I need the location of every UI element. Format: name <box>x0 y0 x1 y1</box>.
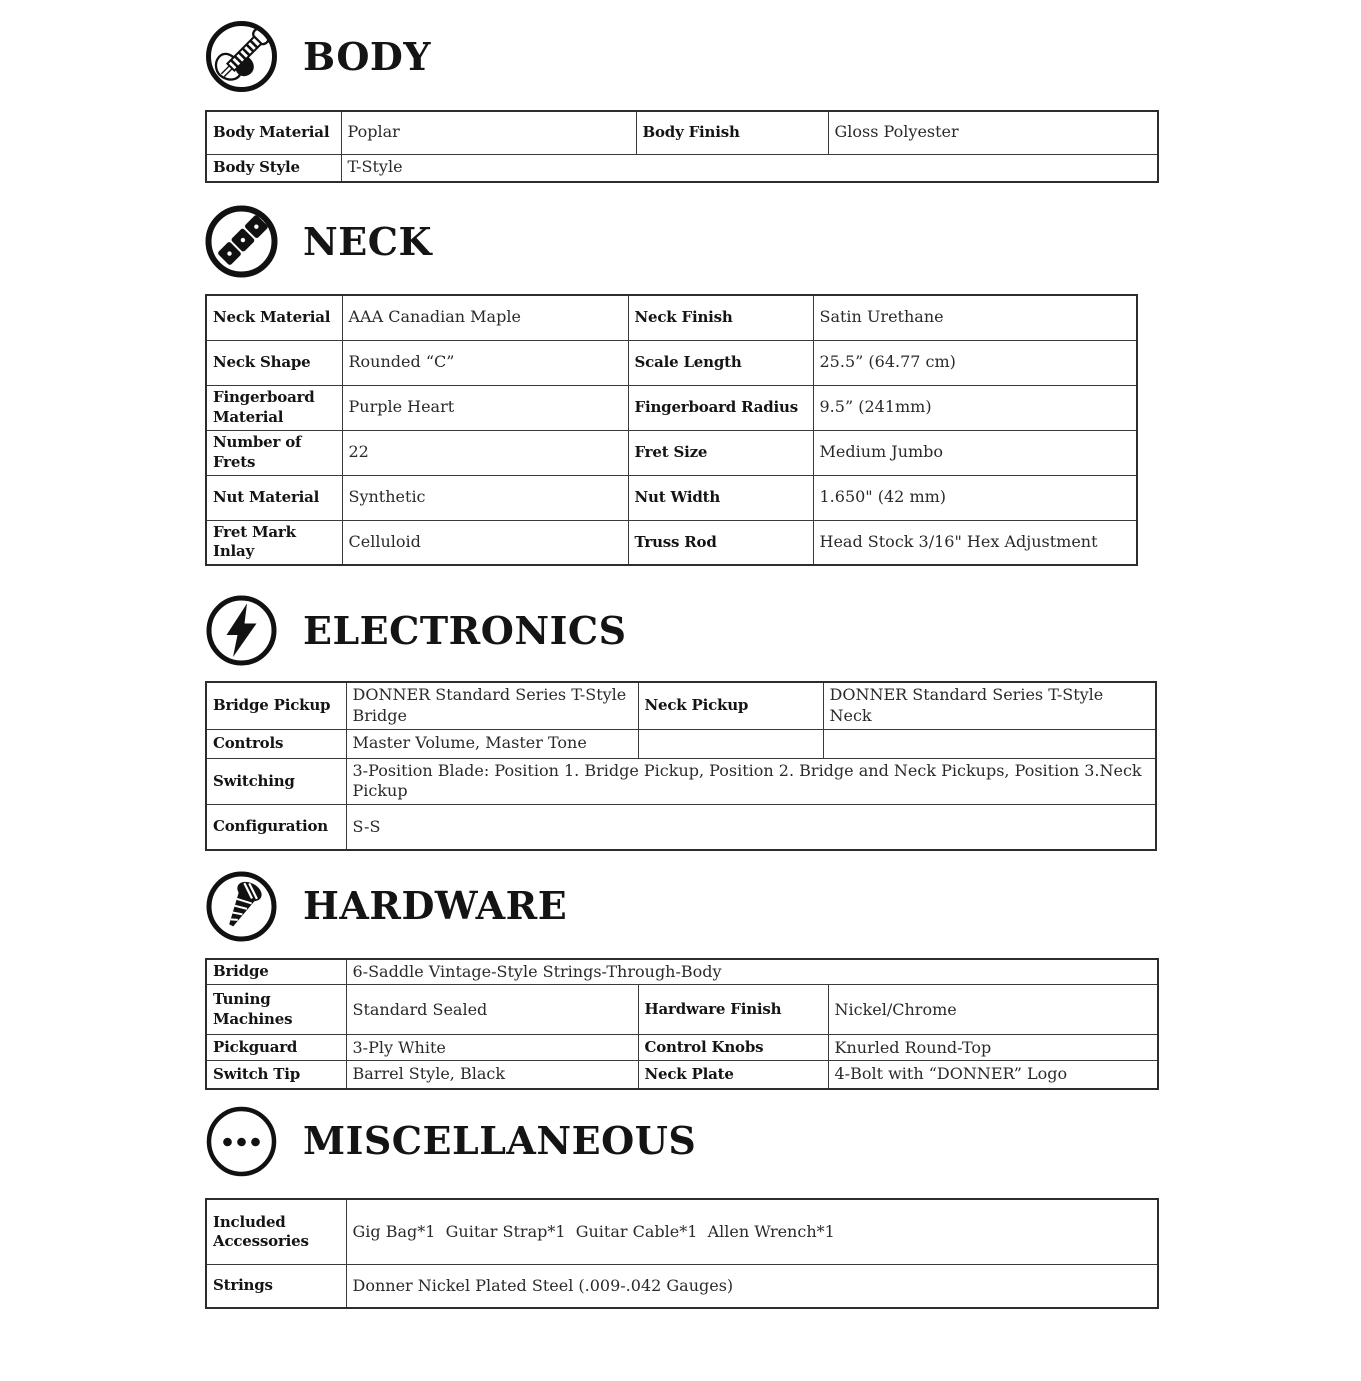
table-row <box>206 295 1137 340</box>
spec-value: Rounded “C” <box>342 340 628 385</box>
table-row <box>206 758 1156 805</box>
section-header-hardware <box>205 870 1361 943</box>
spec-value: 3-Position Blade: Position 1. Bridge Pickup, Position 2. Bridge and Neck Pickups, Position 3.Neck Pickup <box>346 758 1156 805</box>
table-row <box>206 805 1156 850</box>
spec-label: Bridge Pickup <box>206 682 346 729</box>
table-row <box>206 1035 1158 1061</box>
spec-label: Number of Frets <box>206 430 342 475</box>
spec-value: Donner Nickel Plated Steel (.009-.042 Gauges) <box>346 1265 1158 1308</box>
section-title: NECK <box>303 218 432 264</box>
spec-label: Control Knobs <box>638 1035 828 1061</box>
table-row <box>206 1061 1158 1089</box>
spec-label: Body Material <box>206 111 341 154</box>
section-title: MISCELLANEOUS <box>303 1118 697 1164</box>
table-row <box>206 985 1158 1035</box>
spec-label: Neck Finish <box>628 295 813 340</box>
spec-value: 3-Ply White <box>346 1035 638 1061</box>
spec-value: Head Stock 3/16" Hex Adjustment <box>813 520 1137 565</box>
guitar-icon <box>205 20 278 93</box>
table-row <box>206 111 1158 154</box>
screw-icon <box>205 870 278 943</box>
spec-value: T-Style <box>341 154 1158 182</box>
spec-label: Pickguard <box>206 1035 346 1061</box>
spec-label: Strings <box>206 1265 346 1308</box>
table-row <box>206 1265 1158 1308</box>
table-row <box>206 682 1156 729</box>
spec-sheet <box>0 20 1361 1309</box>
electronics-specs-table <box>205 681 1157 851</box>
spec-label: Nut Width <box>628 475 813 520</box>
ellipsis-icon <box>205 1105 278 1178</box>
spec-value: Celluloid <box>342 520 628 565</box>
neck-specs-table <box>205 294 1138 566</box>
spec-label: Included Accessories <box>206 1199 346 1265</box>
hardware-specs-table <box>205 958 1159 1090</box>
spec-value: DONNER Standard Series T-Style Neck <box>823 682 1156 729</box>
table-row <box>206 729 1156 758</box>
spec-label: Controls <box>206 729 346 758</box>
spec-value: Medium Jumbo <box>813 430 1137 475</box>
spec-value: Barrel Style, Black <box>346 1061 638 1089</box>
spec-label: Neck Pickup <box>638 682 823 729</box>
body-specs-table <box>205 110 1159 183</box>
spec-label: Neck Plate <box>638 1061 828 1089</box>
spec-label: Body Style <box>206 154 341 182</box>
spec-value: Master Volume, Master Tone <box>346 729 638 758</box>
spec-value <box>823 729 1156 758</box>
section-title: ELECTRONICS <box>303 607 627 653</box>
spec-label: Tuning Machines <box>206 985 346 1035</box>
section-header-miscellaneous <box>205 1105 1361 1178</box>
table-row <box>206 430 1137 475</box>
table-row <box>206 520 1137 565</box>
spec-value: 4-Bolt with “DONNER” Logo <box>828 1061 1158 1089</box>
lightning-icon <box>205 594 278 667</box>
spec-value: Purple Heart <box>342 385 628 430</box>
spec-value: Gloss Polyester <box>828 111 1158 154</box>
table-row <box>206 385 1137 430</box>
spec-value <box>638 729 823 758</box>
spec-label: Hardware Finish <box>638 985 828 1035</box>
spec-label: Truss Rod <box>628 520 813 565</box>
spec-value: 22 <box>342 430 628 475</box>
spec-label: Switch Tip <box>206 1061 346 1089</box>
section-header-neck <box>205 205 1361 278</box>
fretboard-icon <box>205 205 278 278</box>
spec-value: 25.5” (64.77 cm) <box>813 340 1137 385</box>
spec-value: 6-Saddle Vintage-Style Strings-Through-Body <box>346 959 1158 985</box>
spec-value: AAA Canadian Maple <box>342 295 628 340</box>
section-header-electronics <box>205 594 1361 667</box>
spec-label: Fingerboard Material <box>206 385 342 430</box>
spec-value: Poplar <box>341 111 636 154</box>
spec-value: Gig Bag*1 Guitar Strap*1 Guitar Cable*1 Allen Wrench*1 <box>346 1199 1158 1265</box>
table-row <box>206 475 1137 520</box>
spec-label: Fingerboard Radius <box>628 385 813 430</box>
spec-label: Nut Material <box>206 475 342 520</box>
section-title: HARDWARE <box>303 883 568 929</box>
spec-value: Satin Urethane <box>813 295 1137 340</box>
spec-value: 9.5” (241mm) <box>813 385 1137 430</box>
table-row <box>206 340 1137 385</box>
spec-label: Body Finish <box>636 111 828 154</box>
spec-label: Fret Size <box>628 430 813 475</box>
spec-label: Neck Material <box>206 295 342 340</box>
spec-value: 1.650" (42 mm) <box>813 475 1137 520</box>
miscellaneous-specs-table <box>205 1198 1159 1309</box>
table-row <box>206 154 1158 182</box>
spec-label: Scale Length <box>628 340 813 385</box>
spec-value: S-S <box>346 805 1156 850</box>
spec-value: Standard Sealed <box>346 985 638 1035</box>
section-title: BODY <box>303 33 432 79</box>
spec-value: Knurled Round-Top <box>828 1035 1158 1061</box>
spec-label: Configuration <box>206 805 346 850</box>
spec-value: Synthetic <box>342 475 628 520</box>
table-row <box>206 959 1158 985</box>
spec-value: Nickel/Chrome <box>828 985 1158 1035</box>
spec-label: Bridge <box>206 959 346 985</box>
spec-value: DONNER Standard Series T-Style Bridge <box>346 682 638 729</box>
section-header-body <box>205 20 1361 93</box>
spec-label: Neck Shape <box>206 340 342 385</box>
spec-label: Switching <box>206 758 346 805</box>
table-row <box>206 1199 1158 1265</box>
spec-label: Fret Mark Inlay <box>206 520 342 565</box>
